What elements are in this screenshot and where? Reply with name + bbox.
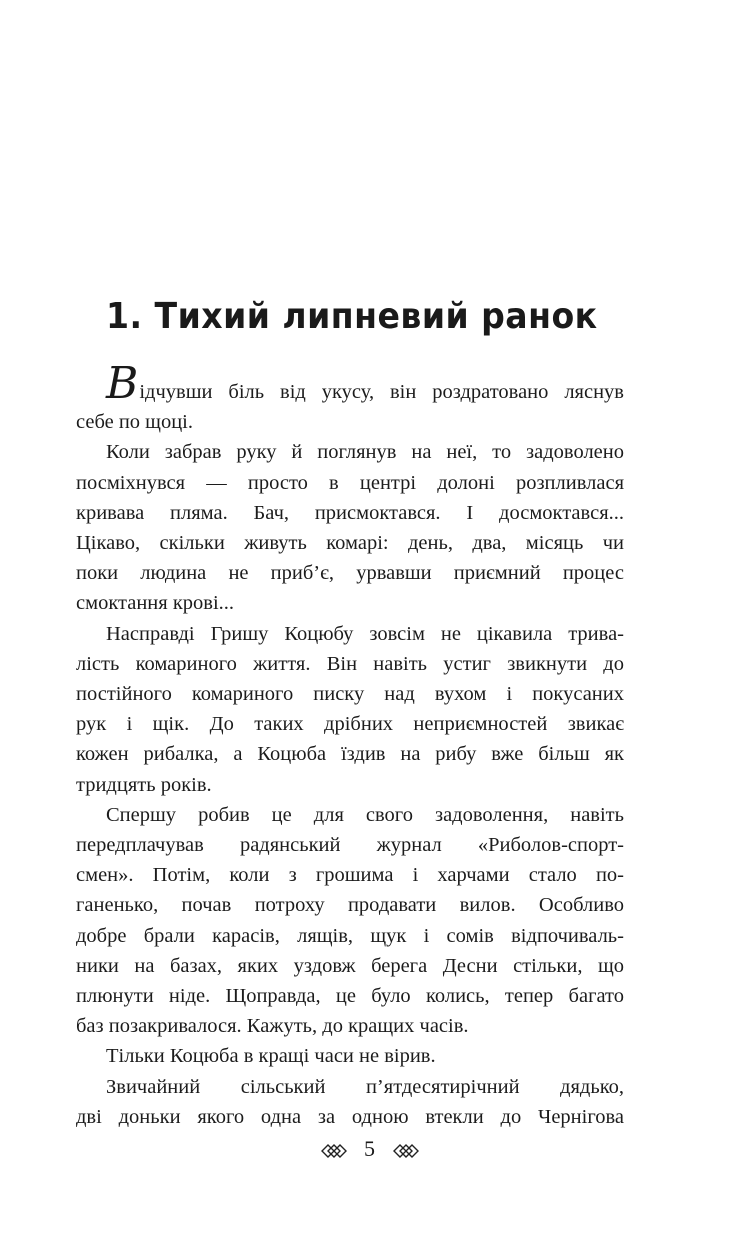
text-line: баз позакривалося. Кажуть, до кращих часів. [76, 1015, 469, 1038]
text-line: Насправді Гришу Коцюбу зовсім не цікавила трива- [106, 622, 624, 645]
text-line: Звичайний сільський п’ятдесятирічний дядько, [106, 1075, 624, 1098]
page-number: 5 [364, 1136, 375, 1161]
text-line: Тільки Коцюба в кращі часи не вірив. [106, 1045, 436, 1068]
text-line-content: ідчувши біль від укусу, він роздратовано ляснув [139, 381, 624, 403]
page-footer [0, 1136, 739, 1164]
text-line: передплачував радянський журнал «Риболов-спорт- [76, 834, 624, 857]
text-line: ники на базах, яких уздовж берега Десни стільки, що [76, 954, 624, 977]
text-line: Коли забрав руку й поглянув на неї, то задоволено [106, 441, 624, 464]
text-line: рук і щік. До таких дрібних неприємностей звикає [76, 713, 624, 736]
text-line: ганенько, почав потроху продавати вилов. Особливо [76, 894, 624, 917]
text-line: плюнути ніде. Щоправда, це було колись, тепер багато [76, 985, 624, 1008]
chapter-title: 1. Тихий липневий ранок [106, 296, 598, 337]
text-line: себе по щоці. [76, 411, 194, 434]
text-line: смоктання крові... [76, 592, 235, 615]
text-line: кожен рибалка, а Коцюба їздив на рибу вже більш як [76, 743, 624, 766]
text-line: поки людина не приб’є, урвавши приємний процес [76, 562, 624, 585]
text-line: смен». Потім, коли з грошима і харчами стало по- [76, 864, 624, 887]
text-line: дві доньки якого одна за одною втекли до Чернігова [76, 1105, 624, 1128]
text-line: постійного комариного писку над вухом і покусаних [76, 683, 624, 706]
text-line: лість комариного життя. Він навіть устиг звикнути до [76, 652, 624, 675]
text-line: Спершу робив це для свого задоволення, навіть [106, 803, 624, 826]
text-line: кривава пляма. Бач, присмоктався. І досмоктався... [76, 501, 624, 524]
text-line [76, 358, 624, 409]
diamond-ornament-icon [393, 1138, 419, 1164]
drop-cap: В [106, 358, 139, 409]
text-line: добре брали карасів, лящів, щук і сомів відпочиваль- [76, 924, 624, 947]
text-line: тридцять років. [76, 773, 212, 796]
chapter-body [76, 358, 624, 1132]
text-line: Цікаво, скільки живуть комарі: день, два, місяць чи [76, 532, 624, 555]
text-line: посміхнувся — просто в центрі долоні розпливлася [76, 471, 624, 494]
diamond-ornament-icon [321, 1138, 347, 1164]
